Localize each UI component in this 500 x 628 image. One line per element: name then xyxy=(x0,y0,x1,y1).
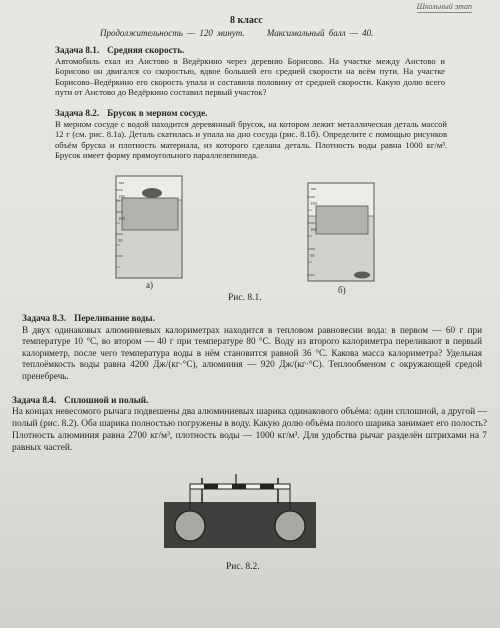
wooden-block-a xyxy=(122,198,178,230)
task-8-3-text: В двух одинаковых алюминиевых калориметрах находится в тепловом равновесии вода: в первом — 60 г при температуре 10 °С, во втором — 40 г при температуре 80 °С. Воду из второго калориметра переливают в первый калориметр, после чего температура воды в нём становится равной 36 °С. Какова масса калориметра? Удельная теплоёмкость воды равна 4200 Дж/(кг·°С), алюминия — 920 Дж/(кг·°С). Теплообменом с окружающей средой пренебречь. xyxy=(22,324,482,381)
task-8-3 xyxy=(22,313,482,383)
scale-unit-a: мл xyxy=(119,180,125,185)
metal-part-b xyxy=(354,272,370,279)
figure-8-2-caption: Рис. 8.2. xyxy=(226,562,260,572)
duration-text: Продолжительность — 120 минут. xyxy=(100,28,245,38)
task-8-4 xyxy=(12,394,487,454)
task-8-2-number: Задача 8.2. xyxy=(55,108,100,118)
task-8-1-heading xyxy=(55,45,445,56)
max-score-text: Максимальный балл — 40. xyxy=(266,28,374,38)
task-8-4-heading xyxy=(12,394,487,406)
task-8-4-title: Сплошной и полый. xyxy=(64,395,149,405)
lever-divisions xyxy=(204,484,274,489)
task-8-3-heading xyxy=(22,313,482,325)
task-8-1 xyxy=(55,45,445,98)
task-8-1-title: Средняя скорость. xyxy=(107,45,185,55)
figure-8-1b xyxy=(302,180,382,284)
label-b: б) xyxy=(338,285,346,295)
solid-ball xyxy=(175,511,205,541)
task-8-2-text: В мерном сосуде с водой находится деревянный брусок, на котором лежит металлическая деталь массой 12 г (см. рис. 8.1а). Деталь скатилась и упала на дно сосуда (рис. 8.1б). Определите с помощью рисунков объём бруска и плотность материала, из которого сделана деталь. Плотность воды равна 1000 кг/м³. Брусок имеет форму прямоугольного параллелепипеда. xyxy=(55,118,447,160)
task-8-2-title: Брусок в мерном сосуде. xyxy=(107,108,208,118)
task-8-2 xyxy=(55,108,447,161)
tick-100-b: 100 xyxy=(310,227,317,232)
figure-8-2 xyxy=(150,474,330,554)
wooden-block-b xyxy=(316,206,368,234)
tick-150-a: 150 xyxy=(118,194,125,199)
label-a: а) xyxy=(146,280,153,290)
metal-part-a xyxy=(142,188,162,198)
tick-50-a: 50 xyxy=(118,238,123,243)
figure-8-1-caption: Рис. 8.1. xyxy=(228,293,262,303)
exam-meta xyxy=(100,28,391,38)
hollow-ball xyxy=(275,511,305,541)
figure-8-1a xyxy=(110,172,190,280)
tick-100-a: 100 xyxy=(118,216,125,221)
task-8-3-number: Задача 8.3. xyxy=(22,313,67,323)
task-8-2-heading xyxy=(55,108,447,119)
stage-label: Школьный этап xyxy=(416,2,472,11)
tick-150-b: 150 xyxy=(310,201,317,206)
task-8-3-title: Переливание воды. xyxy=(74,313,155,323)
task-8-1-text: Автомобиль ехал из Анстово в Ведёркино через деревню Борисово. На участке между Анстово и Борисово он двигался со скоростью, вдвое большей его средней скорости на всём пути. На участке Борисово–Ведёркино его скорость упала и составила половину от средней скорости. Какую долю всего пути от Анстово до Ведёркино составил первый участок? xyxy=(55,55,445,97)
scale-unit-b: мл xyxy=(311,186,317,191)
grade-title: 8 класс xyxy=(230,15,263,26)
tick-50-b: 50 xyxy=(310,253,315,258)
task-8-4-number: Задача 8.4. xyxy=(12,395,57,405)
task-8-1-number: Задача 8.1. xyxy=(55,45,100,55)
task-8-4-text: На концах невесомого рычага подвешены два алюминиевых шарика одинакового объёма: один сплошной, а другой — полый (рис. 8.2). Оба шарика полностью погружены в воду. Какую долю объёма полого шарика занимает его полость? Плотность алюминия равна 2700 кг/м³, плотность воды — 1000 кг/м³. Для удобства рычаг разделён штрихами на 7 равных частей. xyxy=(12,407,487,453)
